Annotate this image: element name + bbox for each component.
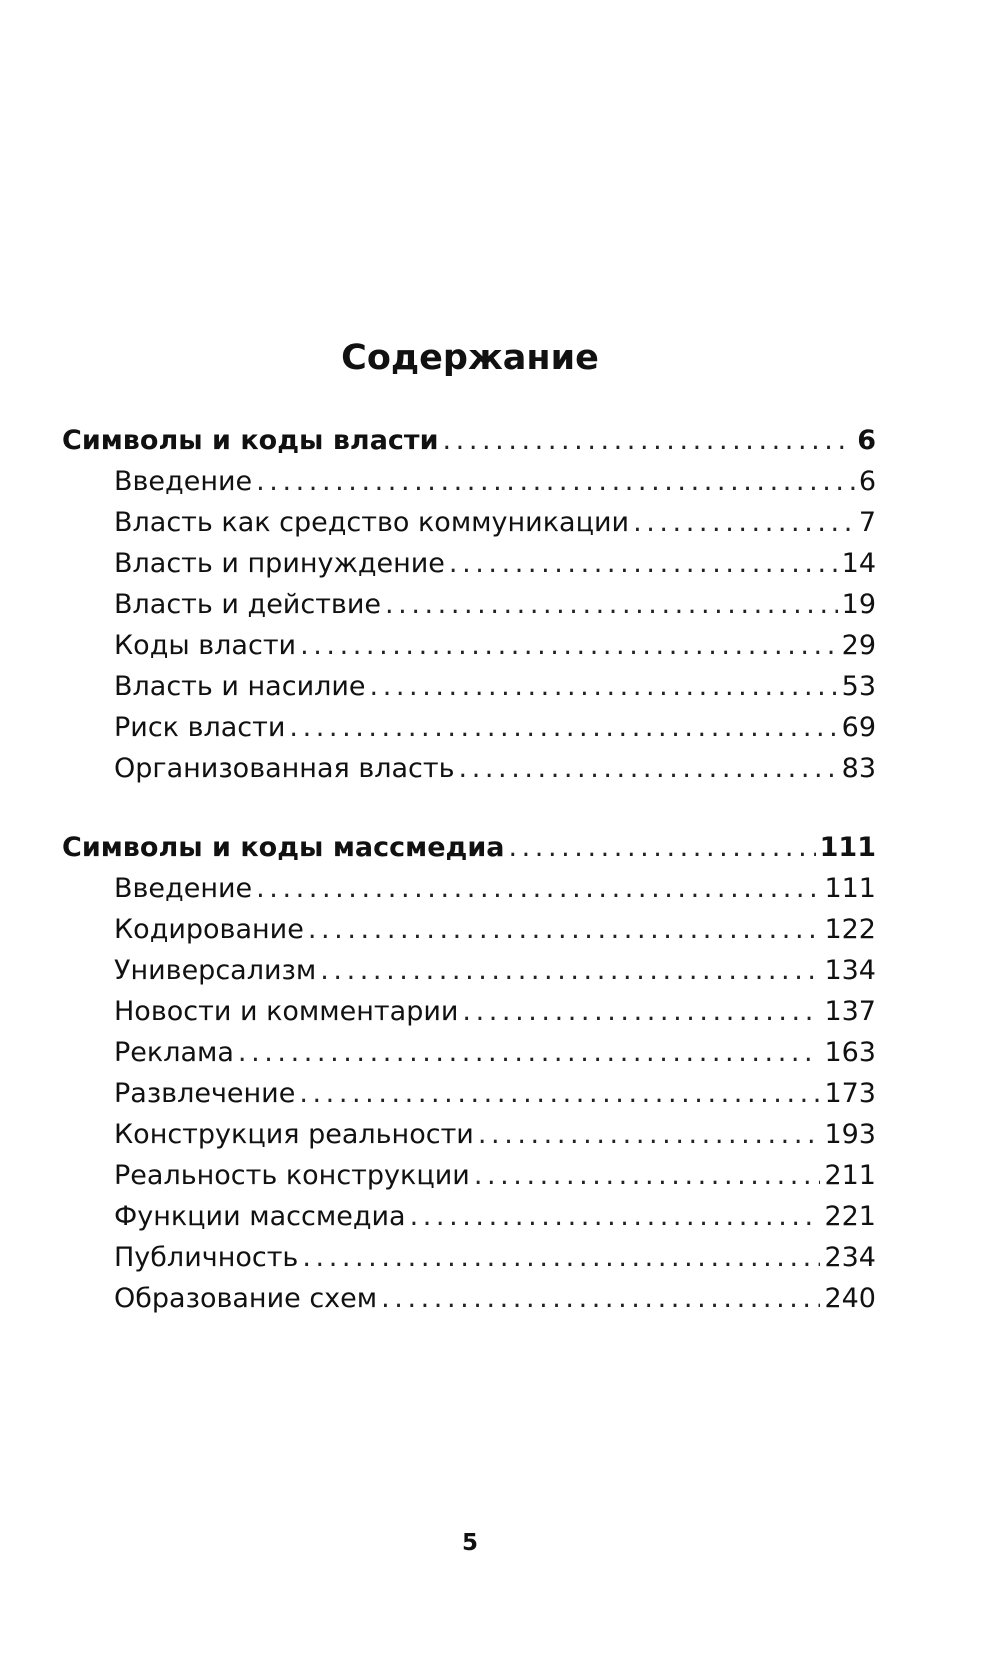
toc-entry-label: Образование схем <box>114 1283 378 1314</box>
toc-entry-page: 134 <box>824 955 876 986</box>
toc-section <box>62 827 876 1319</box>
toc-entry-page: 122 <box>824 914 876 945</box>
toc-entry <box>62 868 876 909</box>
dot-leader <box>289 707 837 748</box>
dot-leader <box>478 1114 821 1155</box>
dot-leader <box>508 827 815 868</box>
toc-entry-label: Власть и принуждение <box>114 548 445 579</box>
dot-leader <box>308 909 821 950</box>
dot-leader <box>410 1196 821 1237</box>
toc-entry <box>62 1032 876 1073</box>
toc-entry <box>62 1155 876 1196</box>
toc-entry-label: Введение <box>114 873 253 904</box>
toc-entry-label: Коды власти <box>114 630 297 661</box>
dot-leader <box>299 1073 820 1114</box>
toc-entry-label: Власть и действие <box>114 589 381 620</box>
toc-entry-page: 193 <box>824 1119 876 1150</box>
toc-entry-label: Реальность конструкции <box>114 1160 470 1191</box>
toc-entry <box>62 1196 876 1237</box>
toc-entry-page: 53 <box>841 671 876 702</box>
dot-leader <box>474 1155 821 1196</box>
dot-leader <box>462 991 820 1032</box>
toc-entry <box>62 1278 876 1319</box>
toc-entry-label: Организованная власть <box>114 753 455 784</box>
dot-leader <box>302 1237 820 1278</box>
toc-entry-page: 19 <box>841 589 876 620</box>
toc-entry <box>62 625 876 666</box>
toc-entry-page: 163 <box>824 1037 876 1068</box>
toc-section-heading <box>62 420 876 461</box>
toc-entry <box>62 502 876 543</box>
dot-leader <box>449 543 838 584</box>
toc-entry-page: 111 <box>824 873 876 904</box>
toc-entry-page: 69 <box>841 712 876 743</box>
toc-entry-label: Власть и насилие <box>114 671 366 702</box>
toc-entry-label: Власть как средство коммуникации <box>114 507 630 538</box>
toc-entry-page: 6 <box>858 466 876 497</box>
toc-entry <box>62 909 876 950</box>
dot-leader <box>300 625 838 666</box>
toc-heading-label: Символы и коды массмедиа <box>62 832 505 863</box>
toc-entry <box>62 543 876 584</box>
toc-entry-page: 234 <box>824 1242 876 1273</box>
dot-leader <box>385 584 838 625</box>
toc-entry-label: Конструкция реальности <box>114 1119 474 1150</box>
dot-leader <box>443 420 854 461</box>
toc-entry-page: 137 <box>824 996 876 1027</box>
toc-entry-label: Риск власти <box>114 712 286 743</box>
toc-heading-label: Символы и коды власти <box>62 425 439 456</box>
toc-entry-label: Развлечение <box>114 1078 296 1109</box>
toc-entry-label: Публичность <box>114 1242 299 1273</box>
toc-entry-page: 173 <box>824 1078 876 1109</box>
dot-leader <box>633 502 855 543</box>
toc-section <box>62 420 876 789</box>
page-number: 5 <box>461 1530 478 1556</box>
toc-entry <box>62 1237 876 1278</box>
toc-entry <box>62 666 876 707</box>
toc-heading-page: 6 <box>857 425 876 456</box>
toc-entry <box>62 991 876 1032</box>
toc-entry <box>62 950 876 991</box>
toc-entry-page: 221 <box>824 1201 876 1232</box>
dot-leader <box>320 950 820 991</box>
page-title: Содержание <box>341 338 599 378</box>
toc-entry-page: 14 <box>841 548 876 579</box>
toc-entry-page: 7 <box>858 507 876 538</box>
toc-entry-label: Кодирование <box>114 914 304 945</box>
toc-entry <box>62 584 876 625</box>
toc-entry-label: Универсализм <box>114 955 317 986</box>
dot-leader <box>370 666 838 707</box>
dot-leader <box>238 1032 821 1073</box>
toc-entry <box>62 748 876 789</box>
toc-entry-page: 211 <box>824 1160 876 1191</box>
toc-entry <box>62 707 876 748</box>
toc-entry <box>62 1073 876 1114</box>
table-of-contents <box>62 420 876 1319</box>
toc-entry <box>62 461 876 502</box>
toc-entry-label: Реклама <box>114 1037 234 1068</box>
toc-entry-page: 83 <box>841 753 876 784</box>
toc-entry-label: Новости и комментарии <box>114 996 459 1027</box>
toc-entry-page: 29 <box>841 630 876 661</box>
dot-leader <box>459 748 838 789</box>
dot-leader <box>381 1278 820 1319</box>
dot-leader <box>256 868 820 909</box>
toc-heading-page: 111 <box>819 832 876 863</box>
toc-entry <box>62 1114 876 1155</box>
toc-entry-label: Введение <box>114 466 253 497</box>
toc-section-heading <box>62 827 876 868</box>
toc-entry-label: Функции массмедиа <box>114 1201 406 1232</box>
toc-entry-page: 240 <box>824 1283 876 1314</box>
dot-leader <box>256 461 855 502</box>
